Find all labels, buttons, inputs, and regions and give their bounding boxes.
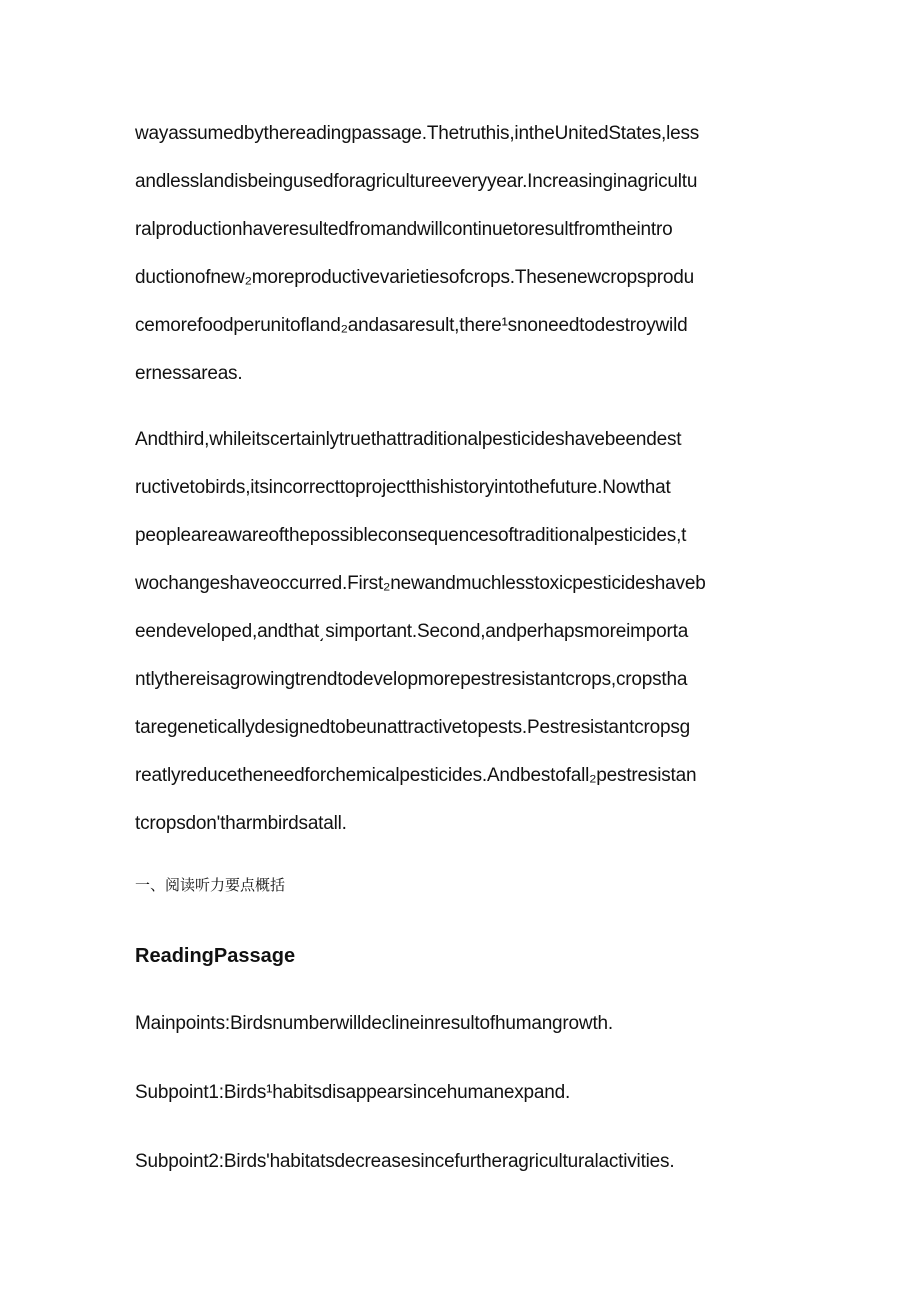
main-point: Mainpoints:Birdsnumberwilldeclineinresultofhumangrowth. bbox=[135, 1013, 613, 1034]
text-line: cemorefoodperunitofland₂andasaresult,there¹snoneedtodestroywild bbox=[135, 315, 688, 336]
text-line: peopleareawareofthepossibleconsequencesoftraditionalpesticides,t bbox=[135, 525, 687, 546]
text-line: tcropsdon'tharmbirdsatall. bbox=[135, 813, 347, 834]
text-line: ralproductionhaveresultedfromandwillcontinuetoresultfromtheintro bbox=[135, 219, 673, 240]
text-line: ernessareas. bbox=[135, 363, 243, 384]
text-line: ructivetobirds,itsincorrecttoprojectthishistoryintothefuture.Nowthat bbox=[135, 477, 671, 498]
subpoint-2: Subpoint2:Birds'habitatsdecreasesincefurtheragriculturalactivities. bbox=[135, 1151, 675, 1172]
text-line: andlesslandisbeingusedforagricultureeveryyear.Increasinginagricultu bbox=[135, 171, 698, 192]
text-line: reatlyreducetheneedforchemicalpesticides.Andbestofall₂pestresistan bbox=[135, 765, 697, 786]
subpoint-1: Subpoint1:Birds¹habitsdisappearsincehumanexpand. bbox=[135, 1082, 571, 1103]
section-heading: 一、阅读听力要点概括 bbox=[135, 876, 286, 894]
text-line: taregeneticallydesignedtobeunattractivetopests.Pestresistantcropsg bbox=[135, 717, 691, 738]
text-line: eendeveloped,andthat͵simportant.Second,andperhapsmoreimporta bbox=[135, 621, 689, 642]
reading-passage-title: ReadingPassage bbox=[135, 945, 296, 967]
paragraph-counterargument-three bbox=[135, 416, 790, 848]
text-line: ntlythereisagrowingtrendtodevelopmorepestresistantcrops,cropstha bbox=[135, 669, 688, 690]
text-line: wochangeshaveoccurred.First₂newandmuchlesstoxicpesticideshaveb bbox=[135, 573, 706, 594]
text-line: ductionofnew₂moreproductivevarietiesofcrops.Thesenewcropsprodu bbox=[135, 267, 694, 288]
text-line: wayassumedbythereadingpassage.Thetruthis,intheUnitedStates,less bbox=[135, 123, 700, 144]
text-line: Andthird,whileitscertainlytruethattraditionalpesticideshavebeendest bbox=[135, 429, 682, 450]
paragraph-counterargument-two bbox=[135, 110, 790, 398]
